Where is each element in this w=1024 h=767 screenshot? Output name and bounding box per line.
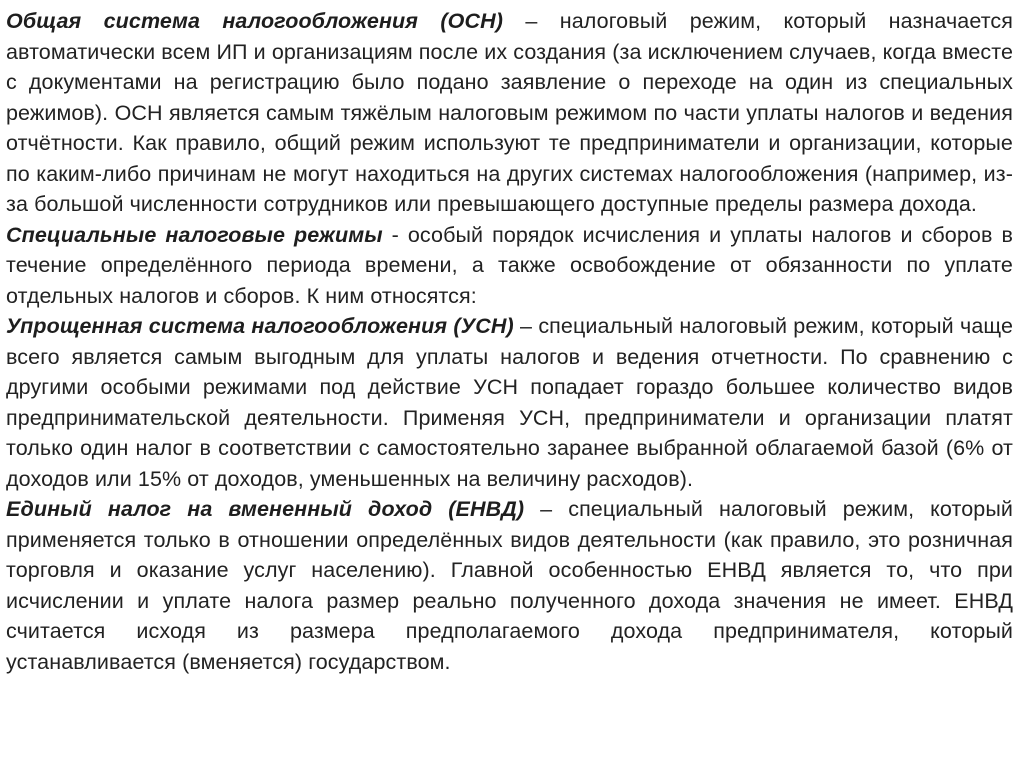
definition-usn: – специальный налоговый режим, который чаще всего является самым выгодным для уплаты налогов и ведения отчетности. По сравнению с другими особыми режимами под действие УСН попадает гораздо большее количество видов предпринимательской деятельности. Применяя УСН, предприниматели и организации платят только один налог в соответствии с самостоятельно заранее выбранной облагаемой базой (6% от доходов или 15% от доходов, уменьшенных на величину расходов). [6,314,1013,491]
paragraph-osn [6,6,1013,220]
paragraph-special-regimes [6,220,1013,312]
text-body [6,6,1013,677]
paragraph-usn [6,311,1013,494]
definition-osn: – налоговый режим, который назначается автоматически всем ИП и организациям после их создания (за исключением случаев, когда вместе с документами на регистрацию было подано заявление о переходе на один из специальных режимов). ОСН является самым тяжёлым налоговым режимом по части уплаты налогов и ведения отчётности. Как правило, общий режим используют те предприниматели и организации, которые по каким-либо причинам не могут находиться на других системах налогообложения (например, из-за большой численности сотрудников или превышающего доступные пределы размера дохода. [6,9,1013,216]
term-special-regimes: Специальные налоговые режимы [6,222,383,247]
term-osn: Общая система налогообложения (ОСН) [6,9,503,33]
paragraph-envd [6,494,1013,677]
definition-envd: – специальный налоговый режим, который применяется только в отношении определённых видов деятельности (как правило, это розничная торговля и оказание услуг населению). Главной особенностью ЕНВД является то, что при исчислении и уплате налога размер реально полученного дохода значения не имеет. ЕНВД считается исходя из размера предполагаемого дохода предпринимателя, который устанавливается (вменяется) государством. [6,497,1013,674]
definition-special-regimes: - особый порядок исчисления и уплаты налогов и сборов в течение определённого периода времени, а также освобождение от обязанности по уплате отдельных налогов и сборов. К ним относятся: [6,222,1013,308]
term-envd: Единый налог на вмененный доход (ЕНВД) [6,497,525,521]
term-usn: Упрощенная система налогообложения (УСН) [6,314,514,338]
